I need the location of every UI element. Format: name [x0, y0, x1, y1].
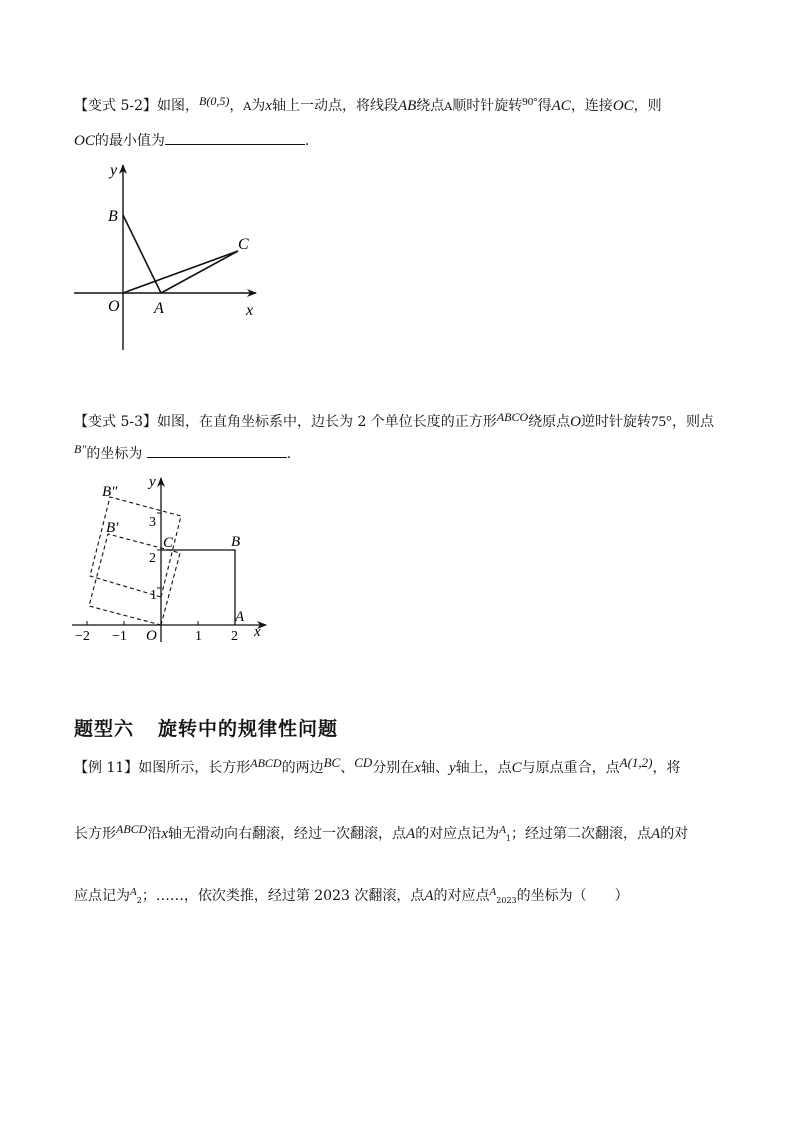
- angle-75: 75°: [651, 414, 672, 430]
- label-a: A: [235, 609, 245, 625]
- example-11-line-3: 应点记为$^A_2$；……，依次类推，经过第 2023 次翻滚，点A的对应点$^A_{2023}$的坐标为（ ）: [74, 886, 629, 905]
- answer-blank[interactable]: [165, 130, 305, 145]
- x-tick-label-2: 2: [231, 629, 238, 644]
- point-a-coord: A(1,2): [619, 755, 653, 770]
- y-tick-label-1: 1: [150, 588, 157, 603]
- x-tick-label-1: 1: [195, 629, 202, 644]
- label-b-prime: B′: [106, 520, 119, 536]
- problem-5-3-line-1: 【变式 5-3】如图，在直角坐标系中，边长为 2 个单位长度的正方形ABCO绕原点O逆时针旋转75°，则点: [74, 410, 714, 430]
- label-o: O: [146, 628, 157, 644]
- problem-5-2-line-2: OC的最小值为 .: [74, 130, 309, 151]
- section-title: 旋转中的规律性问题: [158, 718, 339, 740]
- figure-5-2: [60, 155, 280, 355]
- example-tag: 【例 11】: [74, 760, 139, 776]
- answer-blank[interactable]: [147, 443, 287, 458]
- angle-90: 90°: [522, 96, 538, 108]
- figure-5-3: [68, 472, 278, 652]
- x-axis-label: x: [246, 302, 254, 319]
- y-tick-label-3: 3: [149, 515, 156, 530]
- point-b-coord: B(0,5): [199, 94, 230, 108]
- y-axis-label: y: [149, 474, 156, 490]
- label-b-double-prime: B″: [102, 484, 118, 500]
- section-heading: [74, 714, 338, 741]
- x-tick-label-m2: −2: [75, 629, 90, 644]
- problem-5-3-line-2: B″的坐标为 .: [74, 442, 292, 462]
- y-axis-label: y: [110, 162, 118, 179]
- segment-ac: [161, 251, 238, 293]
- segment-oc: [123, 251, 238, 293]
- example-11-line-2: 长方形ABCD沿x轴无滑动向右翻滚，经过一次翻滚，点A的对应点记为$^A_1$；经过第二次翻滚，点A的对: [74, 822, 689, 843]
- label-c: C: [238, 236, 249, 253]
- example-11-line-1: 【例 11】如图所示，长方形ABCD的两边BC、CD分别在x轴、y轴上，点C与原点重合，点A(1,2)，将: [74, 755, 681, 776]
- label-b: B: [108, 208, 118, 225]
- label-c: C: [163, 535, 174, 551]
- y-tick-label-2: 2: [149, 551, 156, 566]
- label-o: O: [108, 298, 120, 315]
- x-tick-label-m1: −1: [112, 629, 127, 644]
- section-label: 题型六: [74, 718, 135, 740]
- problem-tag: 【变式 5-3】: [74, 414, 157, 430]
- x-axis-label: x: [254, 624, 261, 640]
- problem-tag: 【变式 5-2】: [74, 98, 157, 114]
- label-b: B: [231, 534, 241, 550]
- problem-5-2-line-1: 【变式 5-2】如图，B(0,5)，A为x轴上一动点，将线段AB绕点A顺时针旋转$^{90^\circ}$得AC，连接OC，则: [74, 94, 662, 114]
- label-a: A: [154, 300, 164, 317]
